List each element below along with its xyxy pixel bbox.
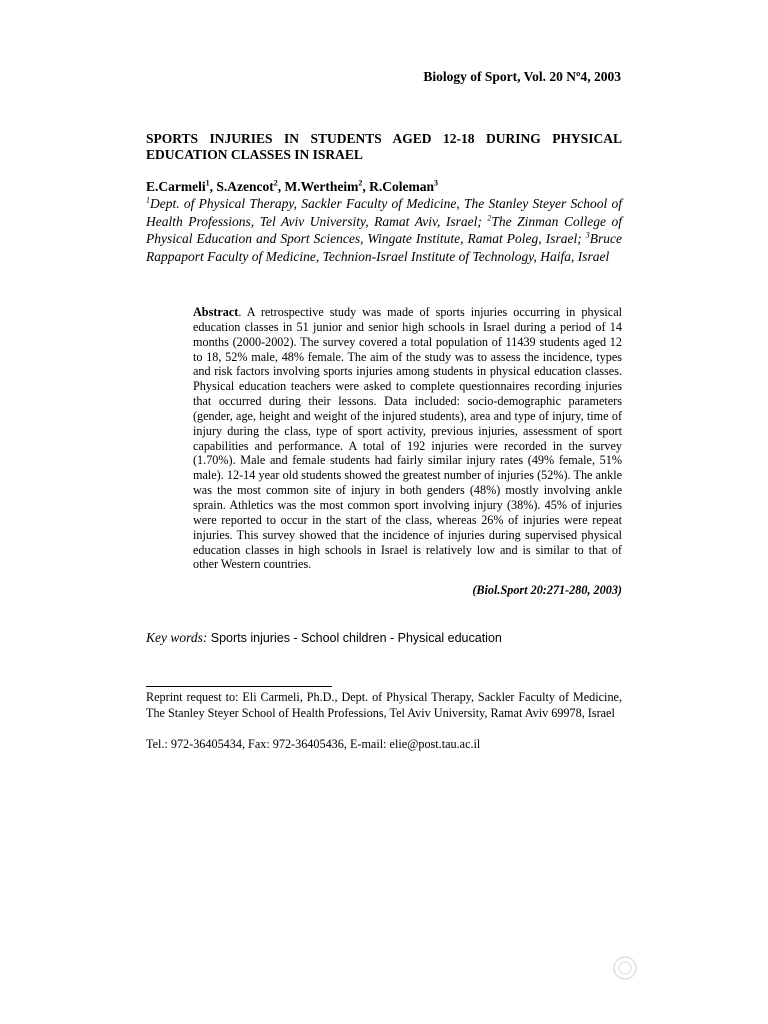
author-affiliation-mark: 2 [273,178,278,188]
keywords [146,630,622,646]
footnote-divider [146,686,332,687]
author-name: M.Wertheim [284,179,359,194]
author-list [146,179,622,195]
author-name: R.Coleman [369,179,434,194]
affiliation-text: Dept. of Physical Therapy, Sackler Faculty of Medicine, The Stanley Steyer School of Health Professions, Tel Aviv University, Ramat Aviv, Israel; [146,196,622,229]
author-separator: , [362,179,370,194]
author-affiliation-mark: 3 [433,178,438,188]
author-separator: , [277,179,285,194]
journal-header: Biology of Sport, Vol. 20 Nº4, 2003 [423,69,621,84]
affiliations [146,195,622,265]
reprint-request: Reprint request to: Eli Carmeli, Ph.D., Dept. of Physical Therapy, Sackler Faculty of Medicine, The Stanley Steyer School of Health Professions, Tel Aviv University, Ramat Aviv 69978, Israel [146,690,622,720]
author-name: E.Carmeli [146,179,206,194]
keywords-label: Key words: [146,630,208,645]
affiliation-number: 2 [487,213,492,223]
watermark-icon [612,955,638,981]
author-affiliation-mark: 1 [205,178,210,188]
affiliation-text: Bruce Rappaport Faculty of Medicine, Technion-Israel Institute of Technology, Haifa, Israel [146,231,622,264]
contact-info: Tel.: 972-36405434, Fax: 972-36405436, E-mail: elie@post.tau.ac.il [146,737,481,751]
abstract [193,305,622,572]
author-separator: , [209,179,217,194]
citation: (Biol.Sport 20:271-280, 2003) [472,583,622,597]
abstract-label: Abstract [193,305,239,319]
affiliation-number: 3 [585,230,590,240]
abstract-body: . A retrospective study was made of sports injuries occurring in physical education classes in 51 junior and senior high schools in Israel during a period of 14 months (2000-2002). The survey covered a total population of 11439 students aged 12 to 18, 52% male, 48% female. The aim of the study was to assess the incidence, types and risk factors involving sports injuries among students in physical education classes. Physical education teachers were asked to complete questionnaires recording injuries that occurred during their lessons. Data included: socio-demographic parameters (gender, age, height and weight of the injured students), area and type of injury, time of injury during the class, type of sport activity, previous injuries, assessment of sport capabilities and performance. A total of 192 injuries were recorded in the survey (1.70%). Male and female students had fairly similar injury rates (49% female, 51% male). 12-14 year old students showed the greatest number of injuries (52%). The ankle was the most common site of injury in both genders (48%) mostly involving ankle sprain. Athletics was the most common sport involving injury (38%). 45% of injuries were reported to occur in the start of the class, whereas 26% of injuries were repeat injuries. This survey showed that the incidence of injuries during supervised physical education classes in high schools in Israel is relatively low and is similar to that of other Western countries. [193,305,622,572]
keywords-values: Sports injuries - School children - Physical education [210,631,502,645]
author-name: S.Azencot [216,179,274,194]
author-affiliation-mark: 2 [358,178,363,188]
article-title: SPORTS INJURIES IN STUDENTS AGED 12-18 DURING PHYSICAL EDUCATION CLASSES IN ISRAEL [146,131,622,162]
affiliation-text: The Zinman College of Physical Education and Sport Sciences, Wingate Institute, Ramat Poleg, Israel; [146,213,622,247]
affiliation-number: 1 [146,195,150,205]
